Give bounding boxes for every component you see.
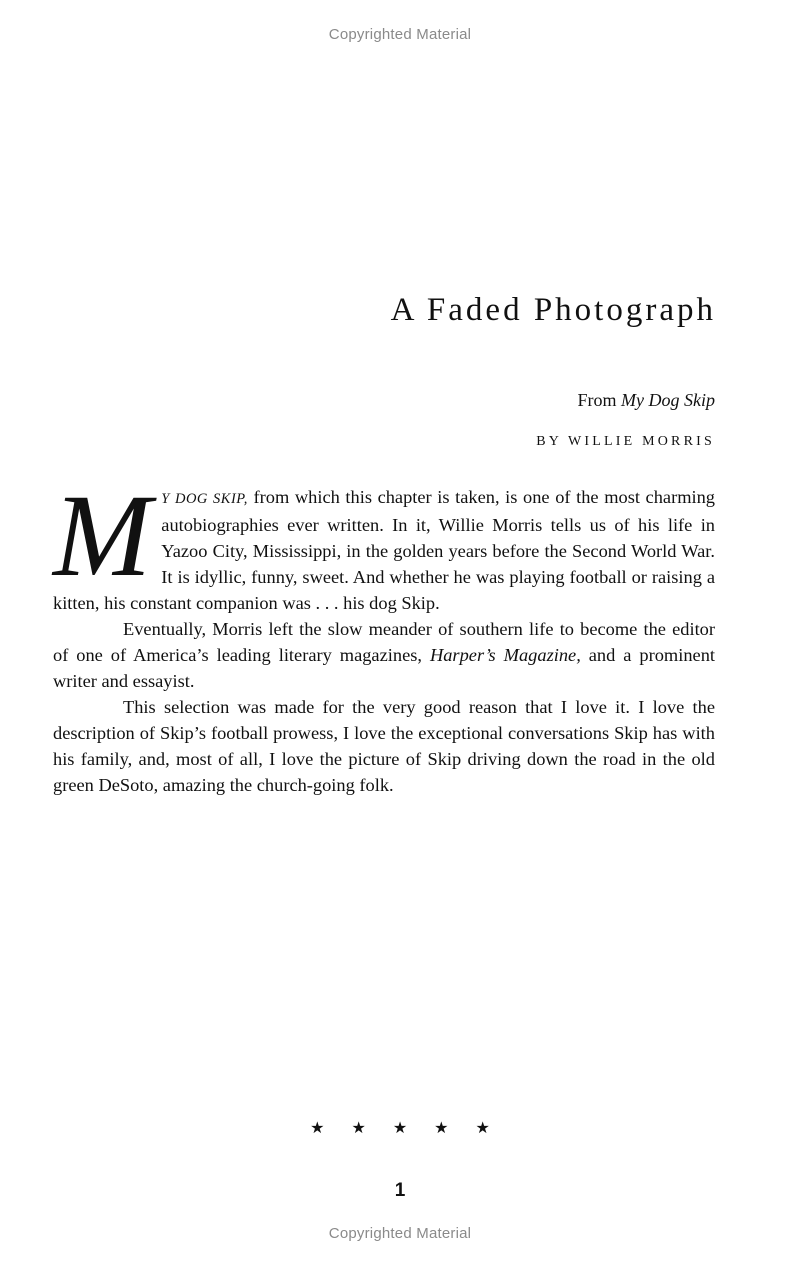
copyright-watermark-top: Copyrighted Material: [328, 26, 472, 43]
drop-cap: M: [53, 470, 152, 601]
byline: BY WILLIE MORRIS: [536, 434, 715, 449]
paragraph-2-after: and a prominent writer and essayist.: [53, 645, 716, 691]
paragraph-2-before: Eventually, Morris left the slow meander of southern life to become the editor of one of America’s leading literary magazines,: [53, 619, 715, 665]
chapter-title: A Faded Photograph: [390, 292, 716, 328]
section-ornament-stars: ★★★★★: [310, 1120, 517, 1137]
page-number: 1: [394, 1180, 406, 1201]
paragraph-1-rest: from which this chapter is taken, is one of the most charming autobiographies ever written. In it, Willie Morris tells us of his life in Yazoo City, Mississippi, in the golden years before the Second World War. It is idyllic, funny, sweet. And whether he was playing football or raising a kitten, his constant companion was . . . his dog Skip.: [53, 487, 716, 613]
paragraph-3: This selection was made for the very good reason that I love it. I love the description of Skip’s football prowess, I love the exceptional conversations Skip has with his family, and, most of all, I love the picture of Skip driving down the road in the old green DeSoto, amazing the church-going folk.: [53, 697, 715, 795]
paragraph-2-magazine: Harper’s Magazine,: [429, 645, 581, 665]
introduction-text: [53, 470, 716, 798]
paragraph-1: [53, 470, 716, 616]
source-work-title: My Dog Skip: [621, 390, 715, 410]
copyright-watermark-bottom: Copyrighted Material: [328, 1225, 472, 1242]
paragraph-1-lead: Y DOG SKIP,: [161, 491, 248, 507]
source-prefix: From: [577, 390, 622, 410]
source-line: [578, 390, 716, 411]
paragraph-2: [53, 616, 715, 694]
